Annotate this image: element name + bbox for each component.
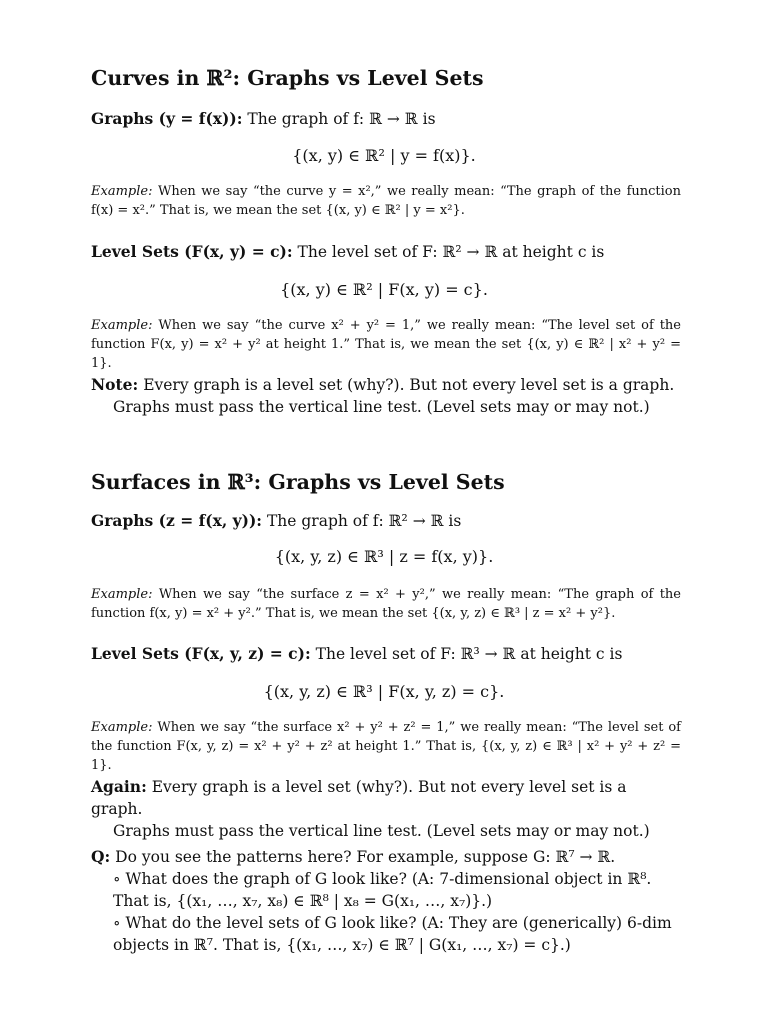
surfaces-level-text: The level set of F: ℝ³ → ℝ at height c is — [315, 645, 623, 663]
surfaces-again-text: Every graph is a level set (why?). But not every level set is a graph. — [91, 778, 627, 818]
curves-note-line-1 — [91, 374, 681, 396]
surfaces-again — [91, 776, 681, 842]
question-text: Do you see the patterns here? For example, suppose G: ℝ⁷ → ℝ. — [115, 848, 616, 866]
curves-note — [91, 374, 681, 418]
curves-example-2-label: Example: — [91, 318, 153, 333]
surfaces-graphs-definition — [91, 510, 681, 532]
surfaces-example-2-label: Example: — [91, 720, 153, 735]
curves-level-text: The level set of F: ℝ² → ℝ at height c is — [297, 243, 605, 261]
surfaces-again-line-1 — [91, 776, 681, 820]
curves-level-heading: Level Sets (F(x, y) = c): — [91, 242, 293, 261]
surfaces-again-line-2: Graphs must pass the vertical line test. (Level sets may or may not.) — [113, 822, 650, 840]
surfaces-level-definition — [91, 643, 681, 665]
question-line — [91, 846, 681, 868]
surfaces-level-heading: Level Sets (F(x, y, z) = c): — [91, 644, 311, 663]
surfaces-example-1-label: Example: — [91, 587, 153, 602]
surfaces-graphs-heading: Graphs (z = f(x, y)): — [91, 511, 263, 530]
curves-example-1 — [91, 182, 681, 220]
surfaces-example-2 — [91, 718, 681, 775]
surfaces-example-2-text: When we say “the surface x² + y² + z² = 1,” we really mean: “The level set of the function F(x, y, z) = x² + y² + z² at height 1.” That is, {(x, y, z) ∈ ℝ³ | x² + y² + z² = 1}. — [91, 720, 681, 773]
surfaces-example-1 — [91, 585, 681, 623]
curves-graphs-definition — [91, 108, 681, 130]
question-bullet-2: ∘ What do the level sets of G look like? (A: They are (generically) 6-dim objects in ℝ⁷. That is, {(x₁, …, x₇) ∈ ℝ⁷ | G(x₁, …, x₇) = c}.) — [113, 914, 672, 954]
surfaces-example-1-text: When we say “the surface z = x² + y²,” we really mean: “The graph of the function f(x, y) = x² + y².” That is, we mean the set {(x, y, z) ∈ ℝ³ | z = x² + y²}. — [91, 587, 681, 621]
curves-note-line-2: Graphs must pass the vertical line test. (Level sets may or may not.) — [113, 398, 650, 416]
surfaces-graphs-equation: {(x, y, z) ∈ ℝ³ | z = f(x, y)}. — [274, 547, 494, 566]
curves-graphs-heading: Graphs (y = f(x)): — [91, 109, 243, 128]
surfaces-level-equation: {(x, y, z) ∈ ℝ³ | F(x, y, z) = c}. — [263, 682, 505, 701]
curves-example-2-text: When we say “the curve x² + y² = 1,” we really mean: “The level set of the function F(x, y) = x² + y² at height 1.” That is, we mean the set {(x, y) ∈ ℝ² | x² + y² = 1}. — [91, 318, 681, 371]
curves-example-1-text: When we say “the curve y = x²,” we really mean: “The graph of the function f(x) = x².” That is, we mean the set {(x, y) ∈ ℝ² | y = x²}. — [91, 184, 681, 218]
section-title-surfaces: Surfaces in ℝ³: Graphs vs Level Sets — [91, 470, 505, 494]
curves-example-2 — [91, 316, 681, 373]
question-heading: Q: — [91, 847, 111, 866]
question-bullet-1: ∘ What does the graph of G look like? (A: 7-dimensional object in ℝ⁸. That is, {(x₁, …, x₇, x₈) ∈ ℝ⁸ | x₈ = G(x₁, …, x₇)}.) — [113, 870, 652, 910]
section-title-curves: Curves in ℝ²: Graphs vs Level Sets — [91, 66, 484, 90]
curves-level-equation: {(x, y) ∈ ℝ² | F(x, y) = c}. — [280, 280, 488, 299]
surfaces-again-heading: Again: — [91, 777, 147, 796]
curves-example-1-label: Example: — [91, 184, 153, 199]
curves-graphs-text: The graph of f: ℝ → ℝ is — [247, 110, 436, 128]
curves-graphs-equation: {(x, y) ∈ ℝ² | y = f(x)}. — [292, 146, 476, 165]
curves-note-text: Every graph is a level set (why?). But not every level set is a graph. — [143, 376, 675, 394]
question-block — [91, 846, 681, 956]
surfaces-graphs-text: The graph of f: ℝ² → ℝ is — [266, 512, 462, 530]
curves-note-heading: Note: — [91, 375, 139, 394]
curves-level-definition — [91, 241, 681, 263]
